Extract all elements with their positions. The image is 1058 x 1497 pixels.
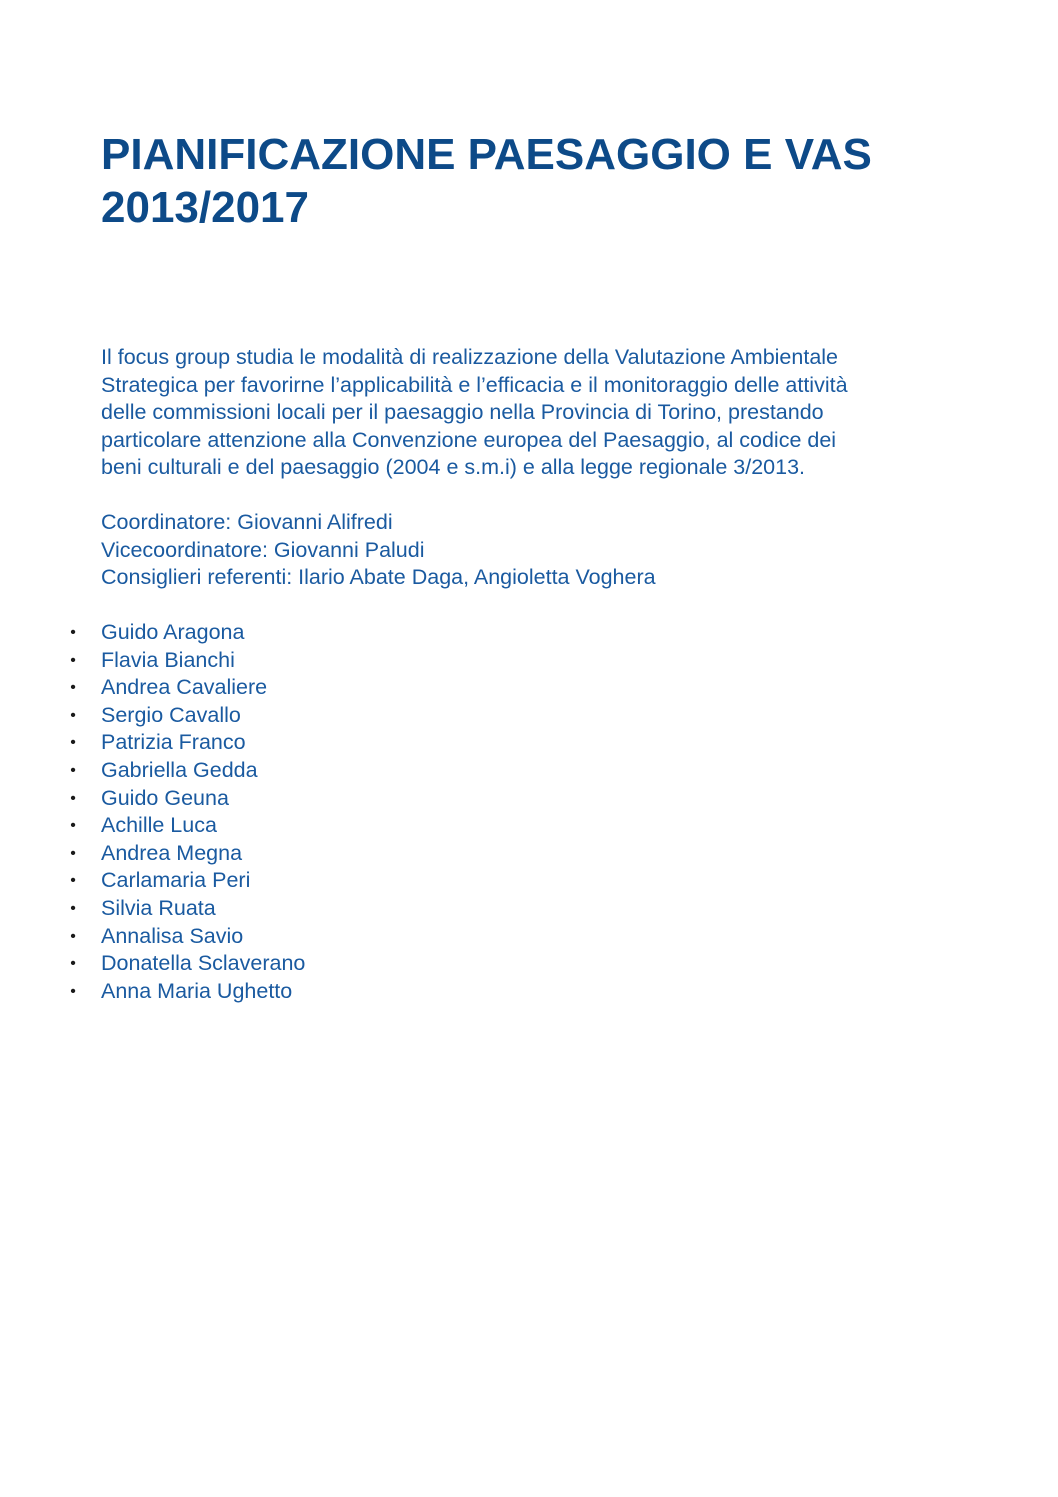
intro-line: beni culturali e del paesaggio (2004 e s.m.i) e alla legge regionale 3/2013.: [101, 455, 805, 480]
bullet-icon: •: [70, 706, 76, 724]
member-list-item: [0, 674, 305, 702]
roles-block: [101, 509, 656, 592]
member-list-item: [0, 702, 305, 730]
members-list: [0, 619, 305, 1005]
member-list-item: [0, 729, 305, 757]
bullet-icon: •: [70, 651, 76, 669]
bullet-icon: •: [70, 955, 76, 973]
page-title-line-1: PIANIFICAZIONE PAESAGGIO E VAS: [101, 130, 872, 179]
member-name: Achille Luca: [101, 813, 217, 838]
intro-line: Strategica per favorirne l’applicabilità e l’efficacia e il monitoraggio delle attività: [101, 372, 848, 397]
vice-coordinator-line: Vicecoordinatore: Giovanni Paludi: [101, 537, 425, 562]
member-list-item: [0, 619, 305, 647]
member-list-item: [0, 840, 305, 868]
member-name: Sergio Cavallo: [101, 702, 241, 727]
member-name: Flavia Bianchi: [101, 647, 235, 672]
intro-line: Il focus group studia le modalità di realizzazione della Valutazione Ambientale: [101, 345, 839, 369]
bullet-icon: •: [70, 734, 76, 752]
member-name: Donatella Sclaverano: [101, 951, 306, 976]
page-title: [101, 128, 1001, 234]
bullet-icon: •: [70, 679, 76, 697]
intro-line: delle commissioni locali per il paesaggio nella Provincia di Torino, prestando: [101, 400, 824, 425]
member-list-item: [0, 757, 305, 785]
bullet-icon: •: [70, 844, 76, 862]
member-list-item: [0, 923, 305, 951]
member-list-item: [0, 785, 305, 813]
bullet-icon: •: [70, 982, 76, 1000]
intro-line: particolare attenzione alla Convenzione europea del Paesaggio, al codice dei: [101, 427, 837, 452]
member-list-item: [0, 647, 305, 675]
member-list-item: [0, 895, 305, 923]
member-name: Andrea Cavaliere: [101, 675, 268, 700]
member-name: Silvia Ruata: [101, 895, 216, 920]
member-name: Guido Aragona: [101, 620, 245, 644]
bullet-icon: •: [70, 817, 76, 835]
member-name: Patrizia Franco: [101, 730, 246, 755]
member-name: Andrea Megna: [101, 840, 243, 865]
bullet-icon: •: [70, 872, 76, 890]
member-name: Annalisa Savio: [101, 923, 244, 948]
page-title-line-2: 2013/2017: [101, 183, 309, 232]
member-list-item: [0, 812, 305, 840]
member-name: Gabriella Gedda: [101, 757, 258, 782]
member-name: Guido Geuna: [101, 785, 229, 810]
advisors-line: Consiglieri referenti: Ilario Abate Daga, Angioletta Voghera: [101, 565, 656, 590]
coordinator-line: Coordinatore: Giovanni Alifredi: [101, 510, 393, 534]
intro-paragraph: [101, 344, 961, 482]
member-list-item: [0, 978, 305, 1006]
bullet-icon: •: [70, 899, 76, 917]
bullet-icon: •: [70, 624, 76, 641]
bullet-icon: •: [70, 789, 76, 807]
member-list-item: [0, 867, 305, 895]
member-list-item: [0, 950, 305, 978]
member-name: Anna Maria Ughetto: [101, 978, 293, 1003]
bullet-icon: •: [70, 927, 76, 945]
bullet-icon: •: [70, 761, 76, 779]
member-name: Carlamaria Peri: [101, 868, 251, 893]
